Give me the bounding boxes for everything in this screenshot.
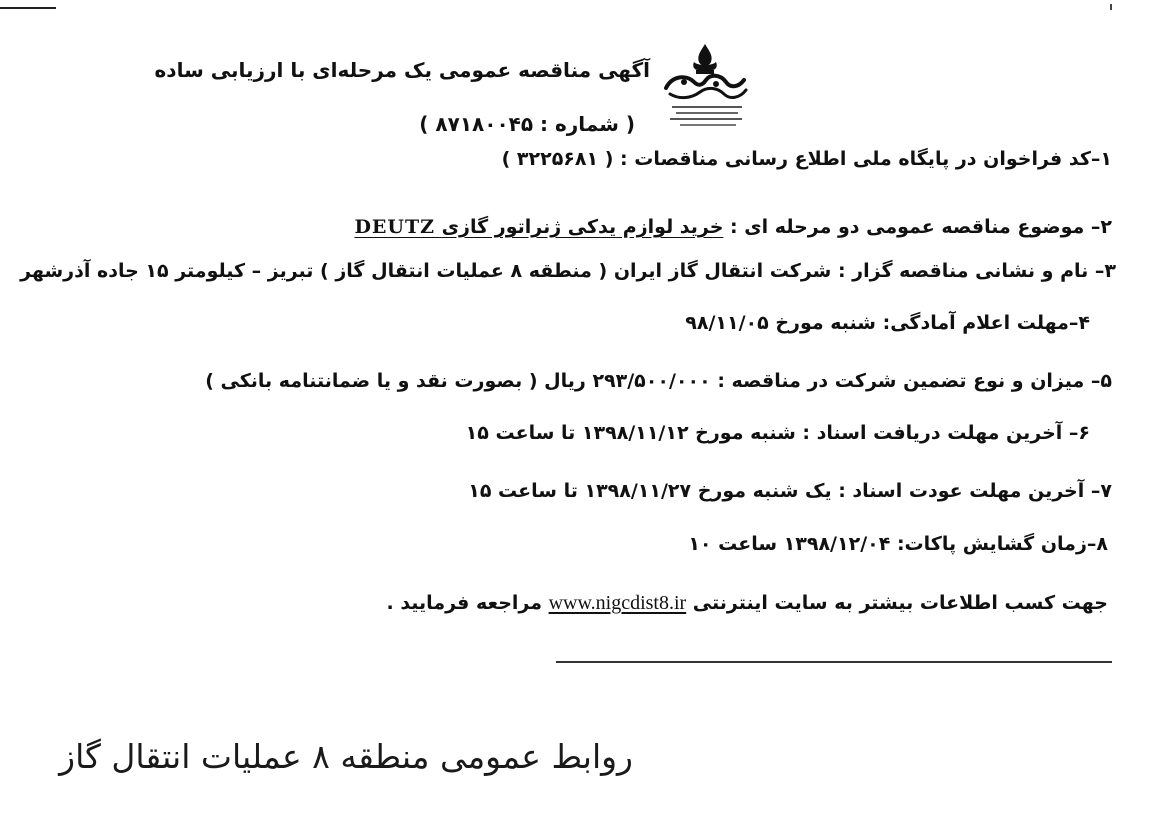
item-return-deadline: ۷– آخرین مهلت عودت اسناد : یک شنبه مورخ ۱۳۹۸/۱۱/۲۷ تا ساعت ۱۵ [468, 480, 1112, 502]
info-line [386, 592, 1108, 615]
item-subject-prefix: ۲– موضوع مناقصه عمومی دو مرحله ای : [723, 216, 1112, 238]
item-call-code: ۱–کد فراخوان در پایگاه ملی اطلاع رسانی مناقصات : ( ۳۲۲۵۶۸۱ ) [501, 148, 1112, 170]
scan-corner-line [0, 7, 56, 9]
item-guarantee: ۵– میزان و نوع تضمین شرکت در مناقصه : ۲۹۳/۵۰۰/۰۰۰ ریال ( بصورت نقد و یا ضمانتنامه بانکی ) [205, 370, 1112, 392]
item-readiness-deadline: ۴–مهلت اعلام آمادگی: شنبه مورخ ۹۸/۱۱/۰۵ [685, 312, 1090, 334]
info-prefix: جهت کسب اطلاعات بیشتر به سایت اینترنتی [686, 592, 1108, 614]
item-subject [354, 216, 1112, 238]
notice-title: آگهی مناقصه عمومی یک مرحله‌ای با ارزیابی ساده [154, 58, 650, 82]
footer-signature: روابط عمومی منطقه ۸ عملیات انتقال گاز [59, 737, 633, 776]
item-organizer: ۳– نام و نشانی مناقصه گزار : شرکت انتقال گاز ایران ( منطقه ۸ عملیات انتقال گاز ) تبریز – کیلومتر ۱۵ جاده آذرشهر [20, 260, 1116, 282]
item-receive-deadline: ۶– آخرین مهلت دریافت اسناد : شنبه مورخ ۱۳۹۸/۱۱/۱۲ تا ساعت ۱۵ [465, 422, 1090, 444]
item-subject-value [354, 216, 723, 238]
website-link[interactable]: www.nigcdist8.ir [548, 592, 687, 614]
item-subject-brand: DEUTZ [354, 216, 435, 238]
divider [556, 661, 1112, 663]
scan-corner-mark [1110, 4, 1112, 10]
nigc-logo-icon [650, 40, 760, 132]
notice-number: ( شماره : ۸۷۱۸۰۰۴۵ ) [419, 112, 635, 136]
info-suffix: مراجعه فرمایید . [386, 592, 549, 614]
item-subject-text: خرید لوازم یدکی ژنراتور گازی [441, 216, 724, 238]
item-opening-time: ۸–زمان گشایش پاکات: ۱۳۹۸/۱۲/۰۴ ساعت ۱۰ [688, 533, 1108, 555]
